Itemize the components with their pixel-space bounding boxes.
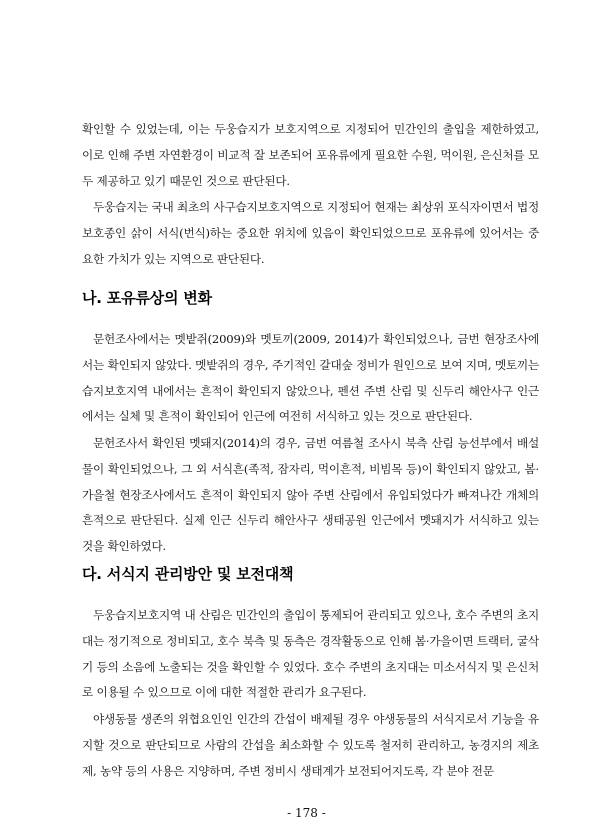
body-paragraph: 야생동물 생존의 위협요인인 인간의 간섭이 배제될 경우 야생동물의 서식지로서 기능을 유지할 것으로 판단되므로 사람의 간섭을 최소화할 수 있도록 철저히 관리하고, 농경지의 제초제, 농약 등의 사용은 지양하며, 주변 정비시 생태계가 보전되어지도록, 각 분야 전문 [82, 712, 539, 778]
page-number: - 178 - [287, 806, 326, 820]
section-heading: 다. 서식지 관리방안 및 보전대책 [82, 565, 294, 583]
body-paragraph: 두웅습지는 국내 최초의 사구습지보호지역으로 지정되어 현재는 최상위 포식자이면서 법정보호종인 삵이 서식(번식)하는 중요한 위치에 있음이 확인되었으므로 포유류에 있어서는 중요한 가치가 있는 지역으로 판단된다. [82, 200, 539, 266]
body-paragraph: 문헌조사서 확인된 멧돼지(2014)의 경우, 금번 여름철 조사시 북측 산림 능선부에서 배설물이 확인되었으나, 그 외 서식흔(족적, 잠자리, 먹이흔적, 비빔목 등)이 확인되지 않았고, 봄·가을철 현장조사에서도 흔적이 확인되지 않아 주변 산림에서 유입되었다가 빠져나간 개체의 흔적으로 판단된다. 실제 인근 신두리 해안사구 생태공원 인근에서 멧돼지가 서식하고 있는 것을 확인하였다. [82, 436, 539, 554]
body-paragraph: 확인할 수 있었는데, 이는 두웅습지가 보호지역으로 지정되어 민간인의 출입을 제한하였고, 이로 인해 주변 자연환경이 비교적 잘 보존되어 포유류에게 필요한 수원, 먹이원, 은신처를 모두 제공하고 있기 때문인 것으로 판단된다. [82, 122, 539, 188]
body-paragraph: 두웅습지보호지역 내 산림은 민간인의 출입이 통제되어 관리되고 있으나, 호수 주변의 초지대는 정기적으로 정비되고, 호수 북측 및 동측은 경작활동으로 인해 봄·가을이면 트랙터, 굴삭기 등의 소음에 노출되는 것을 확인할 수 있었다. 호수 주변의 초지대는 미소서식지 및 은신처로 이용될 수 있으므로 이에 대한 적절한 관리가 요구된다. [82, 608, 539, 700]
body-paragraph: 문헌조사에서는 멧밭쥐(2009)와 멧토끼(2009, 2014)가 확인되었으나, 금번 현장조사에서는 확인되지 않았다. 멧밭쥐의 경우, 주기적인 갈대숲 정비가 원인으로 보여 지며, 멧토끼는 습지보호지역 내에서는 흔적이 확인되지 않았으나, 펜션 주변 산림 및 신두리 해안사구 인근에서는 실체 및 흔적이 확인되어 인근에 여전히 서식하고 있는 것으로 판단된다. [82, 332, 539, 424]
section-heading: 나. 포유류상의 변화 [82, 289, 212, 307]
